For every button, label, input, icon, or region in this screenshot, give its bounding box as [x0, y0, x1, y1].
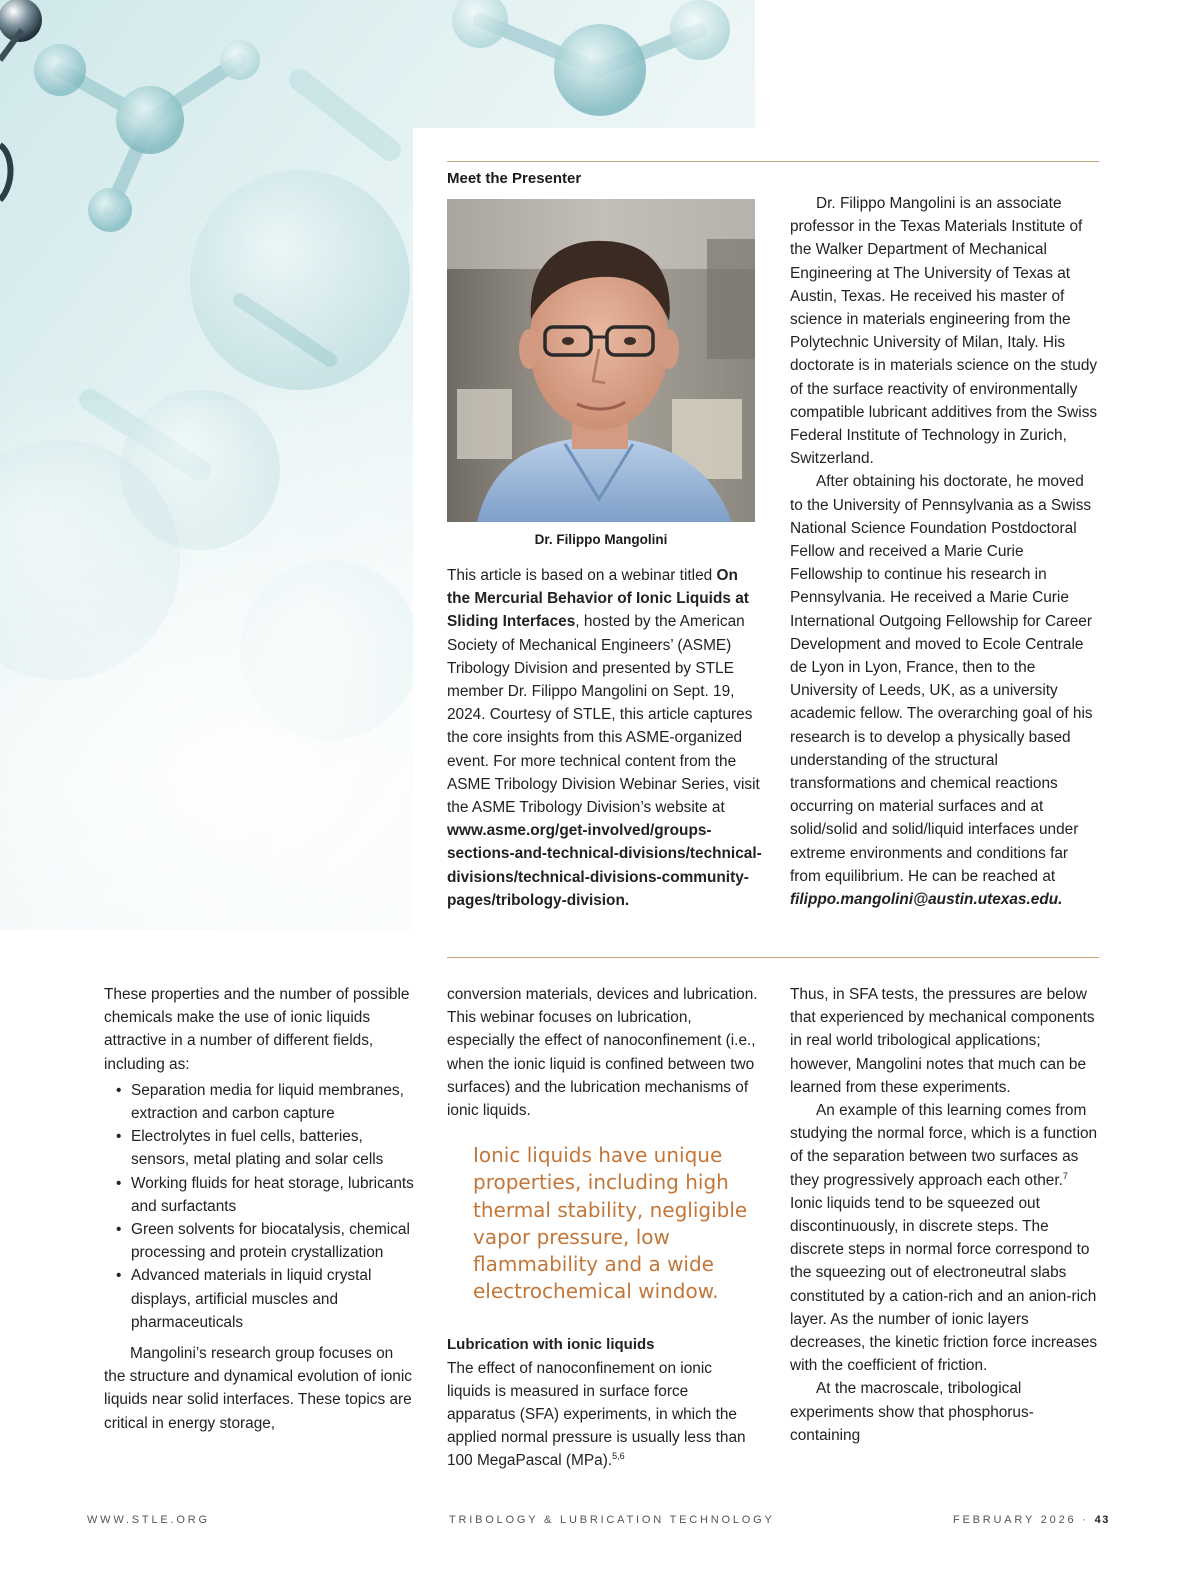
article-column-3	[790, 983, 1100, 1447]
sidebar-title: Meet the Presenter	[447, 170, 582, 187]
pull-quote: Ionic liquids have unique properties, including high thermal stability, negligible vapor pressure, low flammability and a wide electrochemical window.	[473, 1143, 748, 1304]
col2-paragraph-2-text: The effect of nanoconfinement on ionic liquids is measured in surface force apparatus (SFA) experiments, in which the applied normal pressure is usually less than 100 MegaPascal (MPa).	[447, 1359, 746, 1470]
sidebar-intro-paragraph	[447, 564, 765, 912]
webinar-title: On the Mercurial Behavior of Ionic Liquids at Sliding Interfaces	[447, 567, 749, 631]
sidebar-bottom-rule	[447, 957, 1099, 958]
col1-paragraph-1: These properties and the number of possible chemicals make the use of ionic liquids attractive in a number of different fields, including as:	[104, 986, 410, 1073]
col3-paragraph-2b: Ionic liquids tend to be squeezed out discontinuously, in discrete steps. The discrete steps in normal force correspond to the squeezing out of electroneutral slabs constituted by a cation-rich and an anion-rich layer. As the number of ionic layers decreases, the kinetic friction force increases with the coefficient of friction.	[790, 1194, 1098, 1375]
photo-caption: Dr. Filippo Mangolini	[534, 532, 668, 547]
tribology-division-link[interactable]: www.asme.org/get-involved/groups-sections-and-technical-divisions/technical-divisions/technical-divisions-community-pages/tribology-division.	[447, 822, 762, 909]
citation-superscript: 7	[1062, 1170, 1068, 1181]
col3-paragraph-3: At the macroscale, tribological experiments show that phosphorus-containing	[790, 1380, 1034, 1444]
col3-paragraph-1: Thus, in SFA tests, the pressures are below that experienced by mechanical components in real world tribological applications; however, Mangolini notes that much can be learned from these experiments.	[790, 986, 1095, 1096]
citation-superscript: 5,6	[612, 1451, 625, 1462]
list-item: • Electrolytes in fuel cells, batteries, sensors, metal plating and solar cells	[114, 1125, 416, 1171]
bio-paragraph-2	[790, 470, 1100, 911]
intro-lead: This article is based on a webinar titled	[447, 567, 717, 584]
article-column-2	[447, 983, 759, 1473]
footer-issue	[953, 1514, 1110, 1526]
page-number: 43	[1094, 1514, 1110, 1526]
section-heading: Lubrication with ionic liquids	[447, 1336, 655, 1354]
footer-issue-date: FEBRUARY 2026 ·	[953, 1514, 1089, 1526]
list-item: • Green solvents for biocatalysis, chemical processing and protein crystallization	[114, 1218, 416, 1264]
footer-magazine-title: TRIBOLOGY & LUBRICATION TECHNOLOGY	[449, 1514, 775, 1526]
col3-paragraph-2a: An example of this learning comes from studying the normal force, which is a function of the separation between two surfaces as they progressively approach each other.	[790, 1102, 1098, 1189]
applications-list	[114, 1079, 416, 1334]
list-item: • Working fluids for heat storage, lubricants and surfactants	[114, 1172, 416, 1218]
article-column-1	[104, 983, 416, 1435]
bio-paragraph-1: Dr. Filippo Mangolini is an associate professor in the Texas Materials Institute of the Walker Department of Mechanical Engineering at The University of Texas at Austin, Texas. He received his master of science in materials engineering from the Polytechnic University of Milan, Italy. His doctorate is in materials science on the study of the surface reactivity of environmentally compatible lubricant additives from the Swiss Federal Institute of Technology in Zurich, Switzerland.	[790, 195, 1098, 468]
bio-paragraph-2-text: After obtaining his doctorate, he moved to the University of Pennsylvania as a Swiss National Science Foundation Postdoctoral Fellow and received a Marie Curie Fellowship to continue his research in Pennsylvania. He received a Marie Curie International Outgoing Fellowship for Career Development and moved to Ecole Centrale de Lyon in Lyon, France, then to the University of Leeds, UK, as a university academic fellow. The overarching goal of his research is to develop a physically based understanding of the structural transformations and chemical reactions occurring on material surfaces and at solid/solid and solid/liquid interfaces under extreme environments and conditions far from equilibrium. He can be reached at	[790, 473, 1093, 885]
col3-paragraph-2	[790, 1099, 1100, 1377]
col1-paragraph-2: Mangolini’s research group focuses on the structure and dynamical evolution of ionic liquids near solid interfaces. These topics are critical in energy storage,	[104, 1345, 412, 1432]
presenter-photo	[447, 199, 755, 522]
footer-website: WWW.STLE.ORG	[87, 1514, 210, 1526]
presenter-bio	[790, 192, 1100, 911]
col2-paragraph-2	[447, 1357, 759, 1473]
sidebar-top-rule	[447, 161, 1099, 162]
col2-paragraph-1: conversion materials, devices and lubrication. This webinar focuses on lubrication, especially the effect of nanoconfinement (i.e., when the ionic liquid is confined between two surfaces) and the lubrication mechanisms of ionic liquids.	[447, 986, 758, 1120]
intro-body: , hosted by the American Society of Mechanical Engineers’ (ASME) Tribology Division and presented by STLE member Dr. Filippo Mangolini on Sept. 19, 2024. Courtesy of STLE, this article captures the core insights from this ASME-organized event. For more technical content from the ASME Tribology Division Webinar Series, visit the ASME Tribology Division’s website at	[447, 613, 760, 817]
list-item: • Separation media for liquid membranes, extraction and carbon capture	[114, 1079, 416, 1125]
presenter-email-link[interactable]: filippo.mangolini@austin.utexas.edu.	[790, 891, 1063, 909]
list-item: • Advanced materials in liquid crystal displays, artificial muscles and pharmaceuticals	[114, 1264, 416, 1334]
